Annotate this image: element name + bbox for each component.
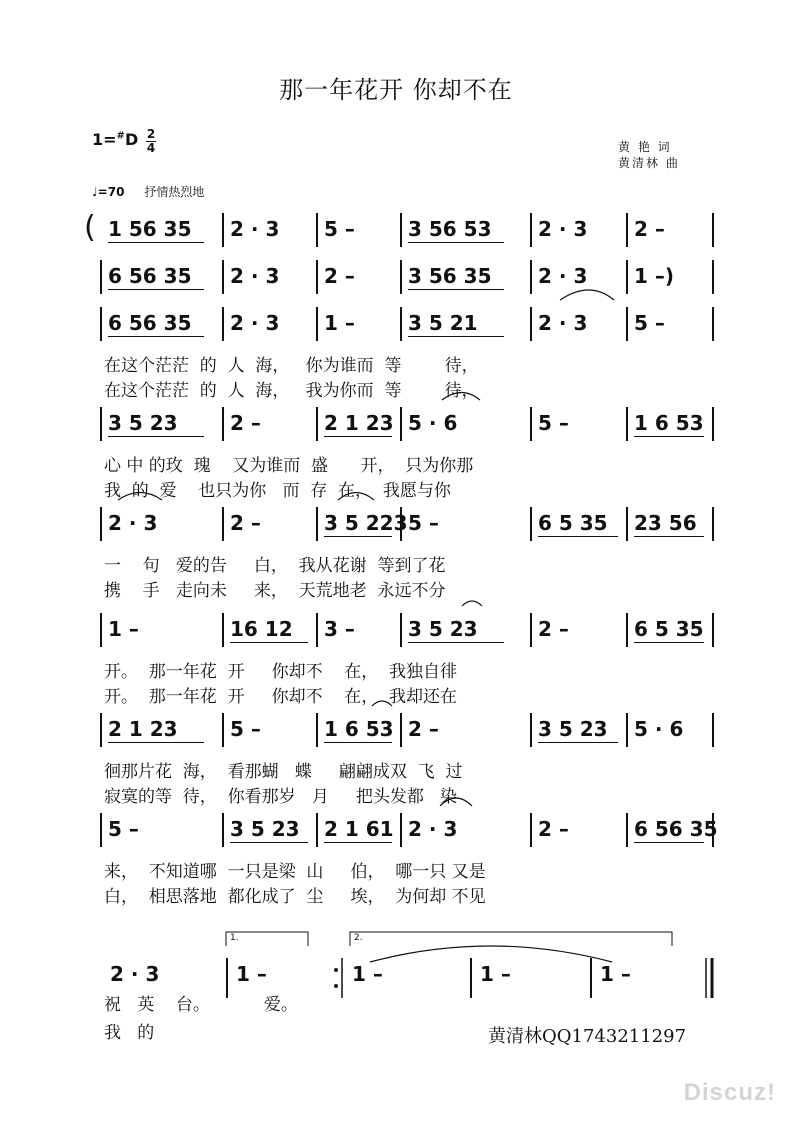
measure: 2 · 3: [108, 511, 158, 535]
measure: 6 5 35: [634, 617, 704, 641]
expression-mark: 抒情热烈地: [144, 185, 205, 199]
slur: [462, 601, 482, 606]
measure: 3 56 53: [408, 217, 492, 241]
ending-2-bracket: [350, 932, 672, 946]
measure: 2 · 3: [110, 962, 160, 986]
lyric-text: 开。 那一年花 开 你却不 在， 我却还在: [104, 687, 458, 707]
repeat-dot: [334, 984, 338, 988]
slur: [372, 701, 392, 706]
lyric-text: 在这个茫茫 的 人 海， 我为你而 等 待，: [104, 381, 479, 401]
key-prefix: 1=: [92, 130, 117, 149]
measure: 2 · 3: [408, 817, 458, 841]
composer-credit: 黄清林 曲: [618, 156, 680, 170]
measure: 2 · 3: [230, 217, 280, 241]
measure: 3 5 23: [538, 717, 608, 741]
measure: 2 1 61: [324, 817, 394, 841]
time-bottom: 4: [146, 141, 156, 155]
measure: 1 –: [480, 962, 511, 986]
ending-1-label: 1.: [230, 933, 239, 943]
song-title: 那一年花开 你却不在: [279, 76, 513, 104]
key-note: D: [124, 130, 139, 149]
measure: 5 · 6: [408, 411, 458, 435]
measure: 5 –: [324, 217, 355, 241]
measure: 5 –: [108, 817, 139, 841]
slur: [442, 393, 480, 401]
signature: 黄清林QQ1743211297: [488, 1026, 687, 1047]
lyric-text: 祝 英 台。 爱。: [104, 995, 298, 1015]
lyric-text: 寂寞的等 待， 你看那岁 月 把头发都 染: [104, 787, 458, 807]
measure: 2 –: [408, 717, 439, 741]
ending-1-bracket: [226, 932, 308, 946]
lyric-text: 白， 相思落地 都化成了 尘 埃， 为何却 不见: [104, 887, 486, 907]
tie-slur: [370, 946, 612, 962]
measure: 2 · 3: [230, 311, 280, 335]
repeat-paren-open: (: [84, 210, 96, 245]
measure: 1 –: [600, 962, 631, 986]
measure: 1 6 53: [634, 411, 704, 435]
measure: 6 56 35: [108, 264, 192, 288]
key-sharp: #: [116, 130, 125, 142]
measure: 23 56: [634, 511, 697, 535]
lyricist-credit: 黄 艳 词: [618, 140, 672, 154]
measure: 2 –: [230, 511, 261, 535]
measure: 5 –: [538, 411, 569, 435]
measure: 3 5 21: [408, 311, 478, 335]
measure: 2 –: [230, 411, 261, 435]
measure: 2 · 3: [538, 311, 588, 335]
lyric-text: 我 的 爱 也只为你 而 存 在， 我愿与你: [104, 481, 451, 501]
watermark-logo: Discuz!: [683, 1079, 776, 1106]
measure: 5 –: [634, 311, 665, 335]
slur: [338, 493, 374, 501]
measure: 3 –: [324, 617, 355, 641]
measure: 6 5 35: [538, 511, 608, 535]
measure: 2 –: [538, 817, 569, 841]
measure: 1 56 35: [108, 217, 192, 241]
measure: 2 –: [538, 617, 569, 641]
lyric-text: 来， 不知道哪 一只是梁 山 伯， 哪一只 又是: [104, 862, 486, 882]
measure: 2 –: [634, 217, 665, 241]
measure: 3 56 35: [408, 264, 492, 288]
measure: 5 · 6: [634, 717, 684, 741]
lyric-text: 在这个茫茫 的 人 海， 你为谁而 等 待，: [104, 356, 479, 376]
measure: 1 –: [108, 617, 139, 641]
measure: 2 1 23: [324, 411, 394, 435]
measure: 3 5 23: [230, 817, 300, 841]
lyric-text: 携 手 走向未 来， 天荒地老 永远不分: [104, 581, 446, 601]
lyric-text: 心 中 的玫 瑰 又为谁而 盛 开， 只为你那: [104, 456, 474, 476]
measure: 1 –: [236, 962, 267, 986]
measure: 5 –: [230, 717, 261, 741]
ending-2-label: 2.: [354, 933, 363, 943]
slur: [560, 290, 614, 300]
measure: 2 · 3: [230, 264, 280, 288]
lyric-text: 一 句 爱的告 白， 我从花谢 等到了花: [104, 556, 446, 576]
lyric-text: 我 的: [104, 1023, 155, 1043]
slur: [440, 798, 472, 806]
slur: [118, 493, 162, 501]
measure: 3 5 223: [324, 511, 408, 535]
measure: 2 –: [324, 264, 355, 288]
measure: 1 –): [634, 264, 675, 288]
lyric-text: 徊那片花 海， 看那蝴 蝶 翩翩成双 飞 过: [104, 762, 463, 782]
tempo-mark: ♩=70: [92, 185, 125, 199]
measure: 2 · 3: [538, 264, 588, 288]
measure: 5 –: [408, 511, 439, 535]
measure: 1 –: [324, 311, 355, 335]
measure: 6 56 35: [108, 311, 192, 335]
measure: 2 · 3: [538, 217, 588, 241]
measure: 1 –: [352, 962, 383, 986]
time-top: 2: [146, 127, 156, 141]
measure: 2 1 23: [108, 717, 178, 741]
repeat-dot: [334, 968, 338, 972]
measure: 16 12: [230, 617, 293, 641]
measure: 3 5 23: [108, 411, 178, 435]
measure: 1 6 53: [324, 717, 394, 741]
lyric-text: 开。 那一年花 开 你却不 在， 我独自徘: [104, 662, 458, 682]
measure: 6 56 35: [634, 817, 718, 841]
measure: 3 5 23: [408, 617, 478, 641]
